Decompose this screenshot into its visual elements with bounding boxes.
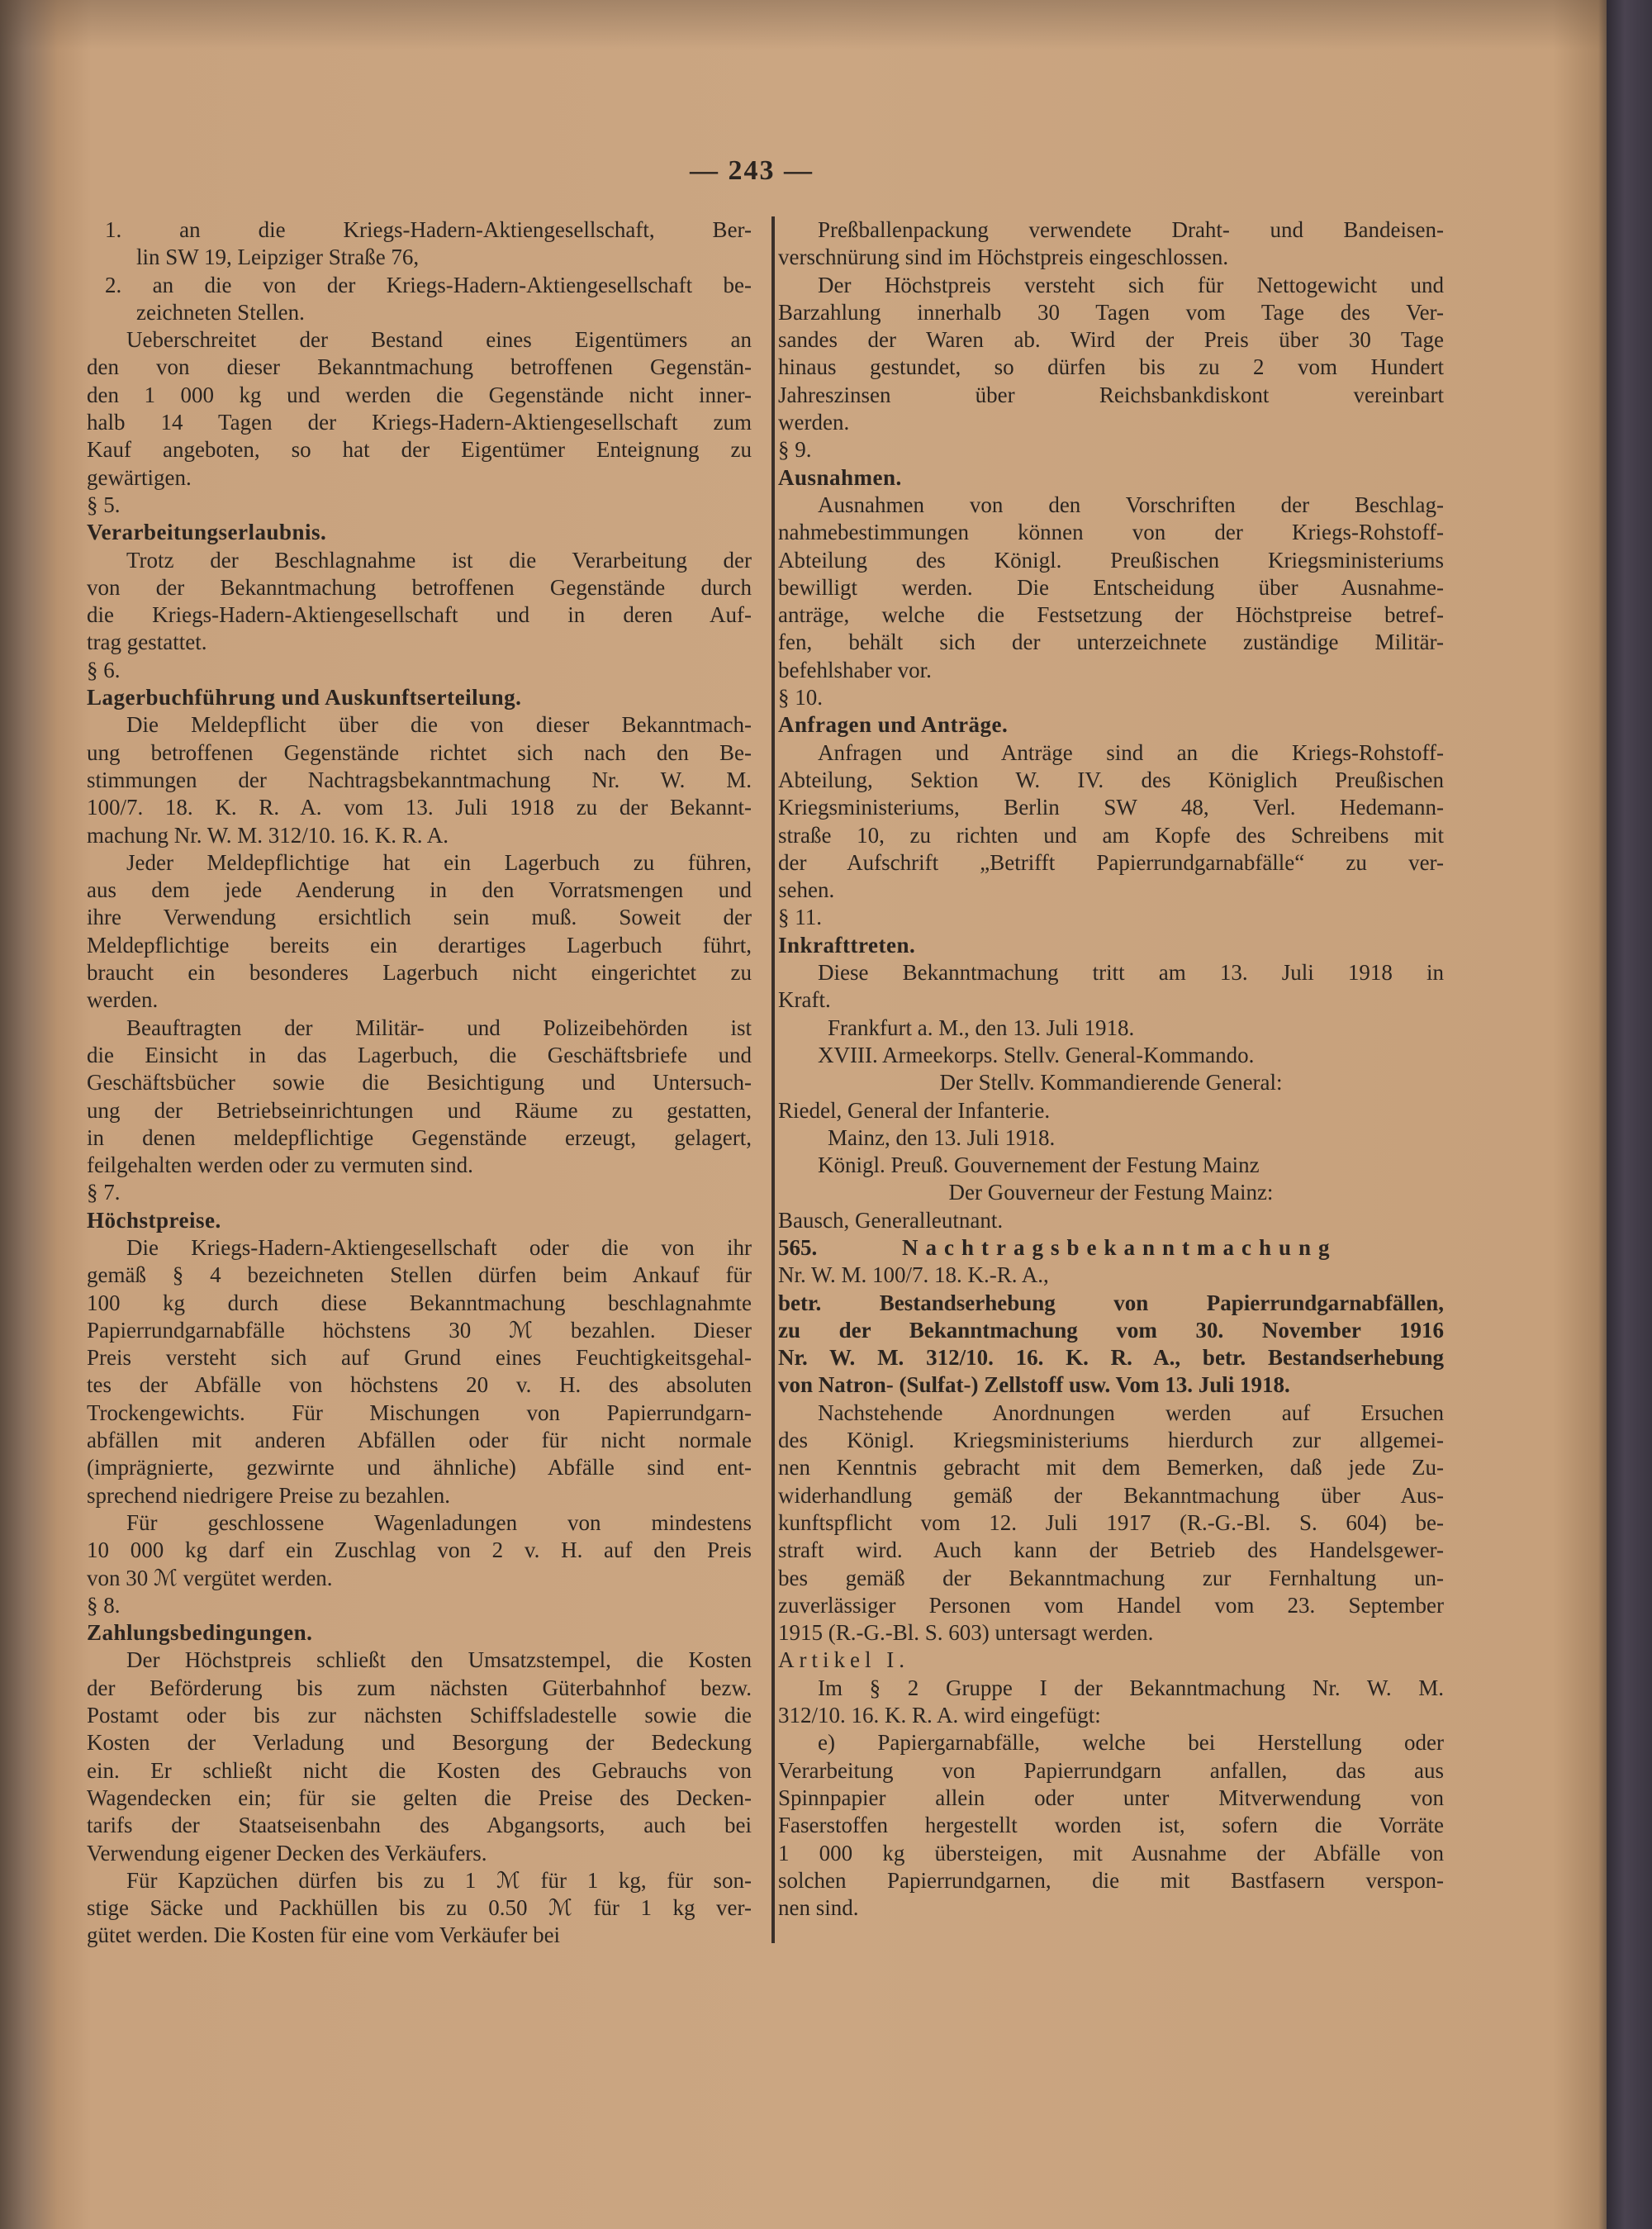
text-line: XVIII. Armeekorps. Stellv. General-Kommando. bbox=[818, 1042, 1255, 1067]
text-line: befehlshaber vor. bbox=[778, 657, 932, 682]
text-line: den von dieser Bekanntmachung betroffenen Gegenstän- bbox=[87, 354, 752, 380]
text-line: Spinnpapier allein oder unter Mitverwendung von bbox=[778, 1785, 1444, 1810]
text-line: fen, behält sich der unterzeichnete zuständige Militär- bbox=[778, 630, 1444, 655]
text-line: des Königl. Kriegsministeriums hierdurch zur allgemei- bbox=[778, 1428, 1444, 1453]
text-line: e) Papiergarnabfälle, welche bei Herstellung oder bbox=[818, 1730, 1444, 1756]
text-line: ung der Betriebseinrichtungen und Räume zu gestatten, bbox=[87, 1097, 752, 1123]
text-line: tarifs der Staatseisenbahn des Abgangsorts, auch bei bbox=[87, 1813, 752, 1838]
text-line: § 9. bbox=[778, 437, 812, 463]
text-block bbox=[778, 959, 1444, 1015]
text-line: ein. Er schließt nicht die Kosten des Gebrauchs von bbox=[87, 1757, 752, 1783]
text-block bbox=[778, 739, 1444, 905]
text-line: Papierrundgarnabfälle höchstens 30 ℳ bezahlen. Dieser bbox=[87, 1317, 752, 1343]
section-heading bbox=[778, 932, 1444, 959]
text-line: Die Kriegs-Hadern-Aktiengesellschaft oder die von ihr bbox=[126, 1234, 752, 1260]
text-line: Zahlungsbedingungen. bbox=[87, 1620, 313, 1646]
text-line: Für geschlossene Wagenladungen von mindestens bbox=[126, 1509, 752, 1535]
text-line: Verarbeitungserlaubnis. bbox=[87, 520, 327, 545]
text-line: ihre Verwendung ersichtlich sein muß. Soweit der bbox=[87, 905, 752, 930]
text-line: Wagendecken ein; für sie gelten die Preise des Decken- bbox=[87, 1785, 752, 1810]
text-line: § 11. bbox=[778, 905, 822, 930]
text-line: betr. Bestandserhebung von Papierrundgarnabfällen, bbox=[778, 1290, 1444, 1315]
announcement-number: 565. bbox=[778, 1234, 818, 1260]
text-line: werden. bbox=[87, 987, 159, 1013]
text-line: 1915 (R.-G.-Bl. S. 603) untersagt werden. bbox=[778, 1620, 1154, 1646]
text-line: die Einsicht in das Lagerbuch, die Geschäftsbriefe und bbox=[87, 1042, 752, 1067]
text-block bbox=[778, 1647, 1444, 1674]
text-line: 100 kg durch diese Bekanntmachung beschlagnahmte bbox=[87, 1290, 752, 1315]
column-divider bbox=[771, 216, 775, 1943]
text-line: § 10. bbox=[778, 685, 823, 711]
text-block bbox=[778, 1262, 1444, 1289]
text-block bbox=[87, 547, 752, 657]
text-block bbox=[778, 1290, 1444, 1400]
text-line: § 8. bbox=[87, 1592, 121, 1618]
text-line: zeichneten Stellen. bbox=[136, 299, 305, 325]
text-line: Kauf angeboten, so hat der Eigentümer Enteignung zu bbox=[87, 437, 752, 463]
text-line: zu der Bekanntmachung vom 30. November 1916 bbox=[778, 1317, 1444, 1343]
text-block bbox=[778, 1729, 1444, 1922]
text-line: gemäß § 4 bezeichneten Stellen dürfen beim Ankauf für bbox=[87, 1262, 752, 1288]
section-heading bbox=[778, 711, 1444, 739]
text-block bbox=[778, 216, 1444, 272]
text-line: der Beförderung bis zum nächsten Güterbahnhof bezw. bbox=[87, 1675, 752, 1700]
section-heading bbox=[87, 519, 752, 546]
text-line: machung Nr. W. M. 312/10. 16. K. R. A. bbox=[87, 822, 449, 848]
text-line: Nr. W. M. 312/10. 16. K. R. A., betr. Bestandserhebung bbox=[778, 1345, 1444, 1371]
text-block bbox=[778, 492, 1444, 684]
section-heading bbox=[778, 684, 1444, 711]
text-line: straße 10, zu richten und am Kopfe des Schreibens mit bbox=[778, 822, 1444, 848]
text-block bbox=[778, 1124, 1444, 1152]
section-heading bbox=[778, 436, 1444, 463]
text-line: Trockengewichts. Für Mischungen von Papierrundgarn- bbox=[87, 1400, 752, 1425]
text-line: Inkrafttreten. bbox=[778, 932, 916, 958]
text-line: Der Höchstpreis versteht sich für Nettogewicht und bbox=[818, 272, 1444, 297]
text-line: Im § 2 Gruppe I der Bekanntmachung Nr. W. M. bbox=[818, 1675, 1444, 1700]
text-line: bewilligt werden. Die Entscheidung über Ausnahme- bbox=[778, 574, 1444, 600]
text-line: feilgehalten werden oder zu vermuten sind. bbox=[87, 1153, 473, 1178]
text-line: braucht ein besonderes Lagerbuch nicht eingerichtet zu bbox=[87, 960, 752, 986]
text-block bbox=[87, 1647, 752, 1866]
text-line: Die Meldepflicht über die von dieser Bekanntmach- bbox=[126, 712, 752, 738]
text-block bbox=[87, 216, 752, 272]
section-heading bbox=[778, 904, 1444, 931]
text-line: Verarbeitung von Papierrundgarn anfallen, das aus bbox=[778, 1757, 1444, 1783]
text-line: (imprägnierte, gezwirnte und ähnliche) Abfälle sind ent- bbox=[87, 1455, 752, 1480]
text-line: werden. bbox=[778, 410, 850, 435]
text-block bbox=[87, 1509, 752, 1592]
text-line: 10 000 kg darf ein Zuschlag von 2 v. H. auf den Preis bbox=[87, 1537, 752, 1563]
text-line: Anfragen und Anträge. bbox=[778, 712, 1009, 738]
text-line: Verwendung eigener Decken des Verkäufers. bbox=[87, 1840, 487, 1865]
page-shadow bbox=[0, 0, 1607, 50]
text-line: Trotz der Beschlagnahme ist die Verarbeitung der bbox=[126, 547, 752, 573]
text-line: stige Säcke und Packhüllen bis zu 0.50 ℳ für 1 kg ver- bbox=[87, 1895, 752, 1921]
text-block bbox=[778, 1675, 1444, 1730]
text-line: straft wird. Auch kann der Betrieb des Handelsgewer- bbox=[778, 1537, 1444, 1563]
text-block bbox=[87, 1234, 752, 1509]
text-line: Frankfurt a. M., den 13. Juli 1918. bbox=[828, 1015, 1135, 1040]
text-line: bes gemäß der Bekanntmachung zur Fernhaltung un- bbox=[778, 1565, 1444, 1590]
text-line: Der Gouverneur der Festung Mainz: bbox=[948, 1180, 1274, 1205]
text-line: hinaus gestundet, so dürfen bis zu 2 vom Hundert bbox=[778, 354, 1444, 380]
text-line: in denen meldepflichtige Gegenstände erzeugt, gelagert, bbox=[87, 1124, 752, 1150]
text-line: halb 14 Tagen der Kriegs-Hadern-Aktiengesellschaft zum bbox=[87, 410, 752, 435]
text-line: von Natron- (Sulfat-) Zellstoff usw. Vom 13. Juli 1918. bbox=[778, 1372, 1290, 1398]
text-line: § 6. bbox=[87, 657, 121, 682]
section-heading bbox=[87, 684, 752, 711]
text-line: Preis versteht sich auf Grund eines Feuchtigkeitsgehal- bbox=[87, 1345, 752, 1371]
text-line: Lagerbuchführung und Auskunftserteilung. bbox=[87, 685, 522, 711]
text-line: 1 000 kg übersteigen, mit Ausnahme der Abfälle von bbox=[778, 1840, 1444, 1865]
section-heading bbox=[87, 1619, 752, 1647]
text-line: Riedel, General der Infanterie. bbox=[778, 1097, 1051, 1123]
text-line: Höchstpreise. bbox=[87, 1207, 221, 1233]
text-line: Ausnahmen von den Vorschriften der Beschlag- bbox=[818, 492, 1444, 517]
text-line: Barzahlung innerhalb 30 Tagen vom Tage des Ver- bbox=[778, 299, 1444, 325]
announcement-title: Nachtragsbekanntmachung bbox=[902, 1234, 1337, 1260]
text-line: 2. an die von der Kriegs-Hadern-Aktiengesellschaft be- bbox=[105, 272, 752, 297]
text-line: Jeder Meldepflichtige hat ein Lagerbuch zu führen, bbox=[126, 849, 752, 875]
text-block bbox=[778, 1179, 1444, 1234]
section-heading bbox=[87, 1207, 752, 1234]
text-line: von 30 ℳ vergütet werden. bbox=[87, 1565, 333, 1590]
text-line: Geschäftsbücher sowie die Besichtigung und Untersuch- bbox=[87, 1070, 752, 1095]
text-line: tes der Abfälle von höchstens 20 v. H. des absoluten bbox=[87, 1372, 752, 1398]
text-block bbox=[87, 326, 752, 492]
text-line: abfällen mit anderen Abfällen oder für nicht normale bbox=[87, 1428, 752, 1453]
text-block bbox=[87, 711, 752, 848]
text-line: Abteilung, Sektion W. IV. des Königlich Preußischen bbox=[778, 767, 1444, 792]
text-line: gewärtigen. bbox=[87, 464, 192, 490]
text-line: die Kriegs-Hadern-Aktiengesellschaft und in deren Auf- bbox=[87, 602, 752, 628]
text-block bbox=[778, 1400, 1444, 1647]
text-line: Ueberschreitet der Bestand eines Eigentümers an bbox=[126, 327, 752, 353]
text-line: Der Höchstpreis schließt den Umsatzstempel, die Kosten bbox=[126, 1647, 752, 1673]
section-heading bbox=[87, 492, 752, 519]
text-block bbox=[87, 849, 752, 1015]
text-line: nen Kenntnis gebracht mit dem Bemerken, daß jede Zu- bbox=[778, 1455, 1444, 1480]
text-line: anträge, welche die Festsetzung der Höchstpreise betref- bbox=[778, 602, 1444, 628]
text-line: solchen Papierrundgarnen, die mit Bastfasern verspon- bbox=[778, 1867, 1444, 1893]
text-line: trag gestattet. bbox=[87, 630, 207, 655]
text-line: Der Stellv. Kommandierende General: bbox=[939, 1070, 1283, 1095]
text-line: Anfragen und Anträge sind an die Kriegs-Rohstoff- bbox=[818, 739, 1444, 765]
text-line: aus dem jede Aenderung in den Vorratsmengen und bbox=[87, 877, 752, 903]
text-line: sprechend niedrigere Preise zu bezahlen. bbox=[87, 1482, 451, 1508]
text-line: Diese Bekanntmachung tritt am 13. Juli 1918 in bbox=[818, 960, 1444, 986]
text-line: nen sind. bbox=[778, 1895, 859, 1921]
text-line: 100/7. 18. K. R. A. vom 13. Juli 1918 zu der Bekannt- bbox=[87, 795, 752, 820]
text-line: 312/10. 16. K. R. A. wird eingefügt: bbox=[778, 1703, 1101, 1728]
right-column bbox=[778, 216, 1444, 1922]
text-line: nahmebestimmungen können von der Kriegs-Rohstoff- bbox=[778, 520, 1444, 545]
text-line: gütet werden. Die Kosten für eine vom Verkäufer bei bbox=[87, 1922, 561, 1948]
text-line: Kraft. bbox=[778, 987, 831, 1013]
text-block bbox=[778, 272, 1444, 437]
text-line: Königl. Preuß. Gouvernement der Festung Mainz bbox=[818, 1153, 1260, 1178]
text-line: Abteilung des Königl. Preußischen Kriegsministeriums bbox=[778, 547, 1444, 573]
text-line: Beauftragten der Militär- und Polizeibehörden ist bbox=[126, 1015, 752, 1040]
text-line: Für Kapzüchen dürfen bis zu 1 ℳ für 1 kg, für son- bbox=[126, 1867, 752, 1893]
text-line: ung betroffenen Gegenstände richtet sich nach den Be- bbox=[87, 739, 752, 765]
text-line: 1. an die Kriegs-Hadern-Aktiengesellschaft, Ber- bbox=[105, 217, 752, 242]
text-line: Ausnahmen. bbox=[778, 464, 902, 490]
text-block bbox=[87, 272, 752, 327]
text-block bbox=[778, 1069, 1444, 1124]
text-block bbox=[87, 1015, 752, 1180]
text-line: verschnürung sind im Höchstpreis eingeschlossen. bbox=[778, 245, 1229, 270]
text-line: sehen. bbox=[778, 877, 835, 903]
book-binding bbox=[1607, 0, 1652, 2229]
section-heading bbox=[87, 1592, 752, 1619]
text-line: Kosten der Verladung und Besorgung der Bedeckung bbox=[87, 1730, 752, 1756]
text-line: Postamt oder bis zur nächsten Schiffsladestelle sowie die bbox=[87, 1703, 752, 1728]
text-block bbox=[778, 1152, 1444, 1179]
text-line: zuverlässiger Personen vom Handel vom 23. September bbox=[778, 1592, 1444, 1618]
text-block bbox=[778, 1042, 1444, 1069]
section-heading bbox=[778, 464, 1444, 492]
text-line: widerhandlung gemäß der Bekanntmachung über Aus- bbox=[778, 1482, 1444, 1508]
text-line: § 5. bbox=[87, 492, 121, 517]
text-line: Faserstoffen hergestellt worden ist, sofern die Vorräte bbox=[778, 1813, 1444, 1838]
text-line: Meldepflichtige bereits ein derartiges Lagerbuch führt, bbox=[87, 932, 752, 958]
text-line: Nr. W. M. 100/7. 18. K.-R. A., bbox=[778, 1262, 1049, 1288]
text-line: den 1 000 kg und werden die Gegenstände nicht inner- bbox=[87, 382, 752, 407]
text-block bbox=[87, 1867, 752, 1950]
text-line: Bausch, Generalleutnant. bbox=[778, 1207, 1004, 1233]
text-line: Mainz, den 13. Juli 1918. bbox=[828, 1124, 1056, 1150]
text-line: sandes der Waren ab. Wird der Preis über 30 Tage bbox=[778, 327, 1444, 353]
text-line: lin SW 19, Leipziger Straße 76, bbox=[136, 245, 420, 270]
announcement-heading bbox=[778, 1234, 1444, 1262]
text-line: der Aufschrift „Betrifft Papierrundgarnabfälle“ zu ver- bbox=[778, 849, 1444, 875]
text-line: Jahreszinsen über Reichsbankdiskont vereinbart bbox=[778, 382, 1444, 407]
text-line: Artikel I. bbox=[778, 1647, 909, 1673]
section-heading bbox=[87, 657, 752, 684]
left-column bbox=[87, 216, 752, 1950]
text-block bbox=[778, 1015, 1444, 1042]
text-line: stimmungen der Nachtragsbekanntmachung Nr. W. M. bbox=[87, 767, 752, 792]
text-line: von der Bekanntmachung betroffenen Gegenstände durch bbox=[87, 574, 752, 600]
text-line: Kriegsministeriums, Berlin SW 48, Verl. Hedemann- bbox=[778, 795, 1444, 820]
text-line: kunftspflicht vom 12. Juli 1917 (R.-G.-Bl. S. 604) be- bbox=[778, 1509, 1444, 1535]
section-heading bbox=[87, 1179, 752, 1206]
page-number: — 243 — bbox=[690, 155, 814, 186]
text-line: Preßballenpackung verwendete Draht- und Bandeisen- bbox=[818, 217, 1444, 242]
text-line: § 7. bbox=[87, 1180, 121, 1205]
text-line: Nachstehende Anordnungen werden auf Ersuchen bbox=[818, 1400, 1444, 1425]
